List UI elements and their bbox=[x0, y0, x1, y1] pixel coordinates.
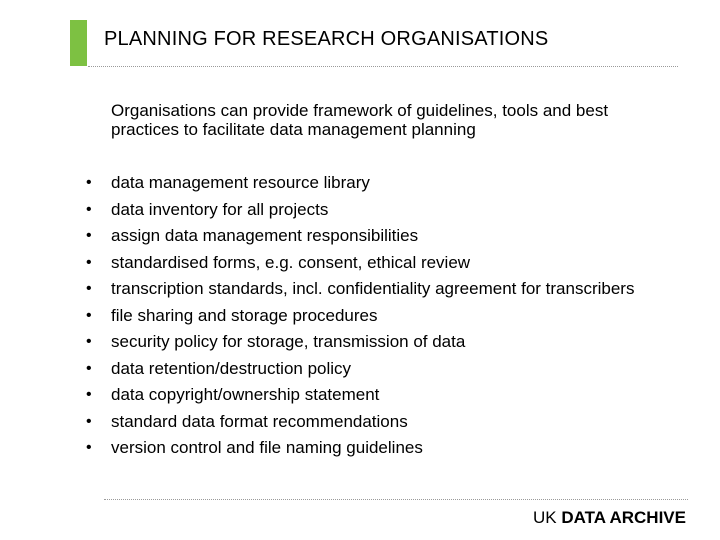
bullet-text: standard data format recommendations bbox=[111, 411, 408, 431]
bullet-item bbox=[86, 280, 666, 298]
bullet-icon: • bbox=[86, 412, 92, 430]
title-accent-bar bbox=[70, 20, 87, 66]
bullet-text: data retention/destruction policy bbox=[111, 358, 352, 378]
bullet-item bbox=[86, 360, 666, 378]
bullet-item bbox=[86, 307, 666, 325]
bullet-icon: • bbox=[86, 200, 92, 218]
bullet-item bbox=[86, 201, 666, 219]
bullet-text: transcription standards, incl. confidentiality agreement for transcribers bbox=[111, 279, 635, 298]
slide-title: PLANNING FOR RESEARCH ORGANISATIONS bbox=[104, 28, 549, 50]
bullet-icon: • bbox=[86, 227, 92, 244]
bullet-text: data inventory for all projects bbox=[111, 199, 329, 219]
bullet-text: assign data management responsibilities bbox=[111, 226, 419, 245]
bullet-item bbox=[86, 227, 666, 245]
footer-logo bbox=[533, 508, 686, 528]
bullet-item bbox=[86, 254, 666, 272]
bullet-item bbox=[86, 386, 666, 404]
bullet-text: file sharing and storage procedures bbox=[111, 305, 378, 325]
footer-logo-bold: DATA ARCHIVE bbox=[561, 508, 686, 527]
bullet-icon: • bbox=[86, 280, 92, 297]
bullet-icon: • bbox=[86, 333, 92, 350]
bullet-text: version control and file naming guidelines bbox=[111, 438, 423, 457]
bullet-icon: • bbox=[86, 306, 92, 324]
footer-logo-prefix: UK bbox=[532, 508, 562, 527]
bullet-icon: • bbox=[86, 359, 92, 377]
footer-divider bbox=[104, 499, 688, 500]
bullet-icon: • bbox=[86, 174, 92, 191]
bullet-item bbox=[86, 333, 666, 351]
bullet-icon: • bbox=[86, 386, 92, 403]
intro-paragraph: Organisations can provide framework of guidelines, tools and best practices to facilitate data management planning bbox=[111, 101, 609, 139]
bullet-item bbox=[86, 439, 666, 457]
title-divider bbox=[88, 66, 678, 67]
bullet-icon: • bbox=[86, 439, 92, 456]
bullet-text: data management resource library bbox=[111, 173, 370, 192]
bullet-item bbox=[86, 174, 666, 192]
bullet-text: standardised forms, e.g. consent, ethical review bbox=[111, 252, 471, 272]
bullet-icon: • bbox=[86, 253, 92, 271]
bullet-text: security policy for storage, transmission of data bbox=[111, 332, 466, 351]
bullet-item bbox=[86, 413, 666, 431]
bullet-text: data copyright/ownership statement bbox=[111, 385, 380, 404]
bullet-list bbox=[86, 174, 666, 466]
